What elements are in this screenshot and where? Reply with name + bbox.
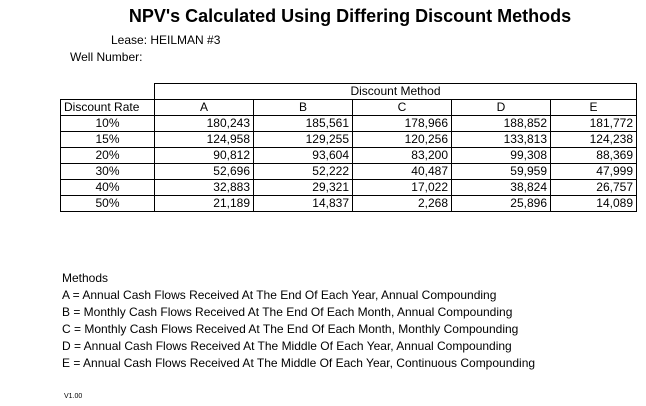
table-group-header-row [61,84,637,100]
value-cell: 26,757 [551,180,637,196]
method-item-d: D = Annual Cash Flows Received At The Middle Of Each Year, Annual Compounding [62,339,512,353]
value-cell: 32,883 [155,180,254,196]
lease-value: HEILMAN #3 [150,33,221,47]
value-cell: 185,561 [254,116,353,132]
value-cell: 181,772 [551,116,637,132]
lease-label: Lease: [111,33,148,47]
value-cell: 25,896 [452,196,551,212]
method-item-c: C = Monthly Cash Flows Received At The End Of Each Month, Monthly Compounding [62,322,519,336]
value-cell: 90,812 [155,148,254,164]
value-cell: 124,958 [155,132,254,148]
value-cell: 59,959 [452,164,551,180]
table-corner-blank [61,84,155,100]
well-number-label: Well Number: [70,50,143,64]
table-row [61,132,637,148]
column-header-d: D [452,100,551,116]
value-cell: 178,966 [353,116,452,132]
rate-cell: 10% [61,116,155,132]
method-item-a: A = Annual Cash Flows Received At The End Of Each Year, Annual Compounding [62,288,497,302]
methods-heading: Methods [62,271,109,285]
column-header-c: C [353,100,452,116]
table-row [61,196,637,212]
table-row [61,180,637,196]
rate-cell: 30% [61,164,155,180]
value-cell: 21,189 [155,196,254,212]
value-cell: 99,308 [452,148,551,164]
value-cell: 17,022 [353,180,452,196]
discount-method-header: Discount Method [155,84,637,100]
value-cell: 120,256 [353,132,452,148]
value-cell: 129,255 [254,132,353,148]
npv-table [60,83,637,212]
table-row [61,164,637,180]
value-cell: 52,222 [254,164,353,180]
value-cell: 47,999 [551,164,637,180]
value-cell: 180,243 [155,116,254,132]
value-cell: 124,238 [551,132,637,148]
rate-cell: 20% [61,148,155,164]
value-cell: 2,268 [353,196,452,212]
value-cell: 40,487 [353,164,452,180]
column-header-b: B [254,100,353,116]
discount-rate-header: Discount Rate [61,100,155,116]
value-cell: 88,369 [551,148,637,164]
value-cell: 133,813 [452,132,551,148]
column-header-a: A [155,100,254,116]
value-cell: 29,321 [254,180,353,196]
table-header-row [61,100,637,116]
value-cell: 14,837 [254,196,353,212]
method-item-e: E = Annual Cash Flows Received At The Middle Of Each Year, Continuous Compounding [62,356,536,370]
rate-cell: 40% [61,180,155,196]
version-label: V1.00 [64,393,83,400]
value-cell: 93,604 [254,148,353,164]
value-cell: 38,824 [452,180,551,196]
value-cell: 83,200 [353,148,452,164]
column-header-e: E [551,100,637,116]
value-cell: 188,852 [452,116,551,132]
methods-legend [62,270,535,372]
rate-cell: 15% [61,132,155,148]
page-title: NPV's Calculated Using Differing Discount Methods [128,6,572,26]
lease-field [111,33,220,47]
method-item-b: B = Monthly Cash Flows Received At The End Of Each Month, Annual Compounding [62,305,513,319]
value-cell: 14,089 [551,196,637,212]
table-row [61,148,637,164]
table-row [61,116,637,132]
rate-cell: 50% [61,196,155,212]
value-cell: 52,696 [155,164,254,180]
well-number-field [70,50,146,64]
